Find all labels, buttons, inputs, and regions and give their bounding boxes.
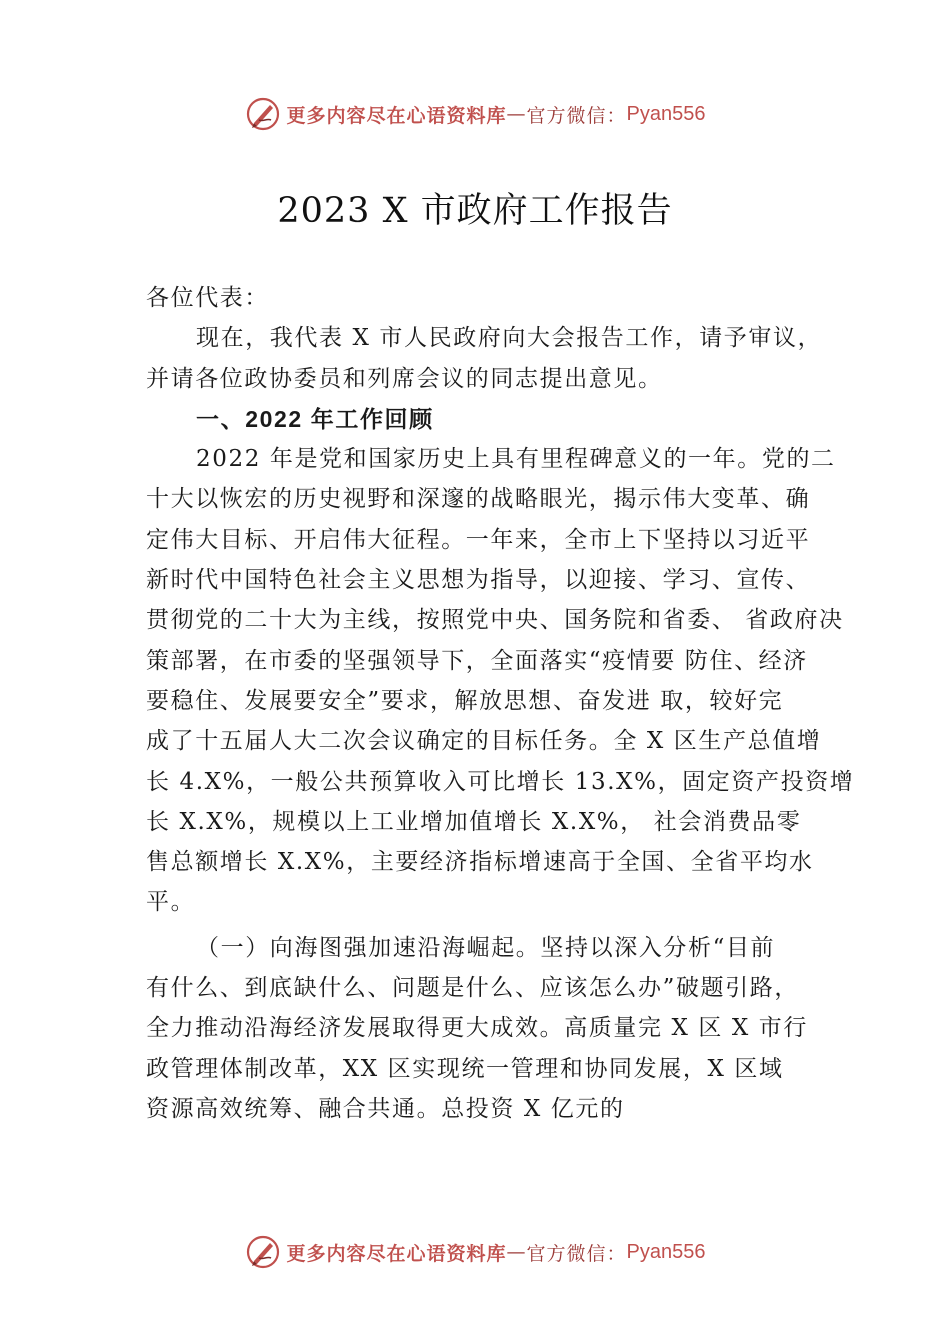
document-title: 2023 X 市政府工作报告: [277, 191, 673, 231]
text-line: 并请各位政协委员和列席会议的同志提出意见。: [146, 365, 663, 392]
watermark-wechat-id: Pyan556: [626, 1240, 706, 1263]
text-line: 定伟大目标、开启伟大征程。一年来，全市上下坚持以习近平: [146, 526, 811, 553]
pen-logo-icon: [245, 1234, 281, 1270]
document-body: [146, 278, 855, 1129]
watermark-dash: —: [506, 1241, 527, 1263]
text-line: 成了十五届人大二次会议确定的目标任务。全 X 区生产总值增: [146, 728, 822, 755]
salutation: 各位代表：: [146, 285, 269, 311]
text-line: 有什么、到底缺什么、问题是什么、应该怎么办”破题引路，: [146, 975, 799, 1002]
watermark-suffix: 官方微信：: [526, 104, 627, 127]
text-line: 售总额增长 X.X%，主要经济指标增速高于全国、全省平均水: [146, 849, 814, 876]
text-line: 贯彻党的二十大为主线，按照党中央、国务院和省委、 省政府决: [146, 607, 844, 634]
text-line: 政管理体制改革，XX 区实现统一管理和协同发展，X 区域: [146, 1055, 784, 1082]
watermark-footer: [0, 1232, 950, 1272]
text-line: 平。: [146, 889, 196, 916]
pen-logo-icon: [245, 96, 281, 132]
text-line: 要稳住、发展要安全”要求，解放思想、奋发进 取，较好完: [146, 687, 784, 714]
text-line: 十大以恢宏的历史视野和深邃的战略眼光，揭示伟大变革、确: [146, 486, 811, 513]
text-line: 资源高效统筹、融合共通。总投资 X 亿元的: [146, 1095, 625, 1122]
text-line: 策部署，在市委的坚强领导下，全面落实“疫情要 防住、经济: [146, 647, 808, 674]
subsection-heading-line: （一）向海图强加速沿海崛起。坚持以深入分析“目前: [196, 934, 776, 961]
watermark-dash: —: [506, 103, 527, 125]
section-heading: 一、2022 年工作回顾: [196, 405, 434, 432]
text-line: 长 4.X%，一般公共预算收入可比增长 13.X%，固定资产投资增: [146, 768, 855, 795]
watermark-main-text: 更多内容尽在心语资料库: [286, 1242, 507, 1265]
watermark-main-text: 更多内容尽在心语资料库: [286, 104, 507, 127]
watermark-wechat-id: Pyan556: [626, 102, 706, 125]
text-line: 全力推动沿海经济发展取得更大成效。高质量完 X 区 X 市行: [146, 1015, 808, 1042]
watermark-suffix: 官方微信：: [526, 1242, 627, 1265]
text-line: 新时代中国特色社会主义思想为指导，以迎接、学习、宣传、: [146, 567, 811, 594]
text-line: 现在，我代表 X 市人民政府向大会报告工作，请予审议，: [196, 325, 823, 352]
text-line: 长 X.X%，规模以上工业增加值增长 X.X%， 社会消费品零: [146, 808, 802, 835]
watermark-header: [0, 94, 950, 134]
text-line: 2022 年是党和国家历史上具有里程碑意义的一年。党的二: [196, 446, 836, 473]
